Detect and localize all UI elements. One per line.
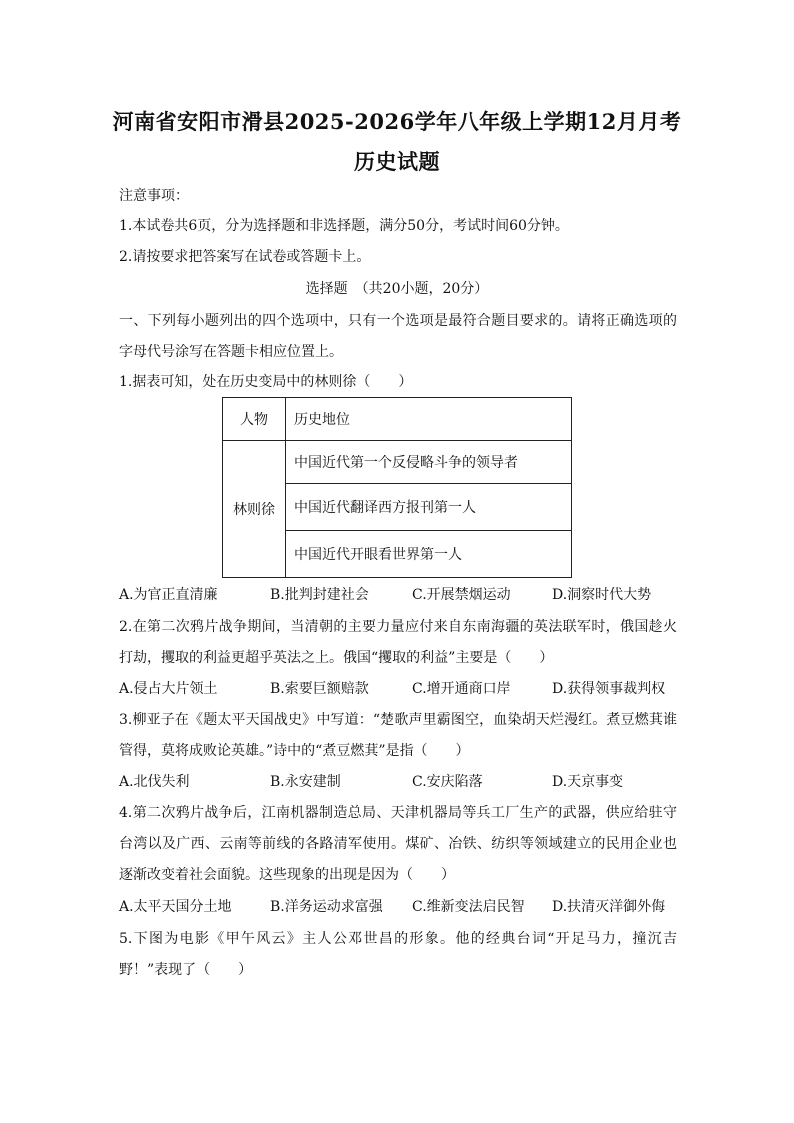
option-b: B.洋务运动求富强	[270, 899, 383, 915]
option-c: C.安庆陷落	[412, 774, 483, 790]
table-person-cell: 林则徐	[223, 441, 286, 578]
question-4-stem: 4.第二次鸦片战争后，江南机器制造总局、天津机器局等兵工厂生产的武器，供应给驻守台湾以及广西、云南等前线的各路清军使用。煤矿、冶铁、纺织等领域建立的民用企业也逐渐改变着社会面貌。这些现象的出现是因为（ ）	[119, 805, 677, 883]
option-c: C.开展禁烟运动	[412, 587, 511, 603]
option-d: D.天京事变	[552, 774, 624, 790]
table-cell: 中国近代开眼看世界第一人	[286, 531, 572, 578]
table-header-person: 人物	[223, 398, 286, 441]
option-d: D.洞察时代大势	[552, 587, 652, 603]
exam-title: 河南省安阳市滑县2025-2026学年八年级上学期12月月考	[112, 109, 682, 134]
question-3-stem: 3.柳亚子在《题太平天国战史》中写道：“楚歌声里霸图空，血染胡天烂漫红。煮豆燃萁谁管得，莫将成败论英雄。”诗中的“煮豆燃萁”是指（ ）	[119, 712, 677, 759]
section-instruction: 一、下列每小题列出的四个选项中，只有一个选项是最符合题目要求的。请将正确选项的字母代号涂写在答题卡相应位置上。	[119, 313, 677, 360]
question-3-options	[119, 771, 689, 793]
table-header-status: 历史地位	[286, 398, 572, 441]
option-b: B.索要巨额赔款	[270, 681, 369, 697]
option-d: D.扶清灭洋御外侮	[552, 899, 666, 915]
option-c: C.增开通商口岸	[412, 681, 511, 697]
question-2-options	[119, 678, 689, 700]
question-1-options	[119, 584, 689, 606]
question-1-table	[222, 397, 572, 578]
option-a: A.太平天国分土地	[119, 899, 232, 915]
option-b: B.批判封建社会	[270, 587, 369, 603]
option-d: D.获得领事裁判权	[552, 681, 666, 697]
table-row	[223, 441, 572, 484]
question-2-stem: 2.在第二次鸦片战争期间，当清朝的主要力量应付来自东南海疆的英法联军时，俄国趁火打劫，攫取的利益更超乎英法之上。俄国“攫取的利益”主要是（ ）	[119, 619, 677, 666]
question-1-stem: 1.据表可知，处在历史变局中的林则徐（ ）	[119, 374, 413, 390]
table-cell: 中国近代第一个反侵略斗争的领导者	[286, 441, 572, 484]
notes-item-2: 2.请按要求把答案写在试卷或答题卡上。	[119, 249, 371, 265]
question-5-stem: 5.下图为电影《甲午风云》主人公邓世昌的形象。他的经典台词“开足马力，撞沉吉野！”表现了（ ）	[119, 931, 677, 978]
option-a: A.为官正直清廉	[119, 587, 218, 603]
option-a: A.侵占大片领土	[119, 681, 218, 697]
notes-heading: 注意事项：	[119, 188, 189, 204]
option-b: B.永安建制	[270, 774, 341, 790]
question-4-options	[119, 896, 689, 918]
exam-subject-title: 历史试题	[354, 149, 440, 174]
option-a: A.北伐失利	[119, 774, 190, 790]
notes-item-1: 1.本试卷共6页，分为选择题和非选择题，满分50分，考试时间60分钟。	[119, 218, 569, 234]
option-c: C.维新变法启民智	[412, 899, 525, 915]
table-cell: 中国近代翻译西方报刊第一人	[286, 484, 572, 531]
section-title: 选择题 （共20小题，20分）	[305, 281, 489, 297]
table-header-row	[223, 398, 572, 441]
